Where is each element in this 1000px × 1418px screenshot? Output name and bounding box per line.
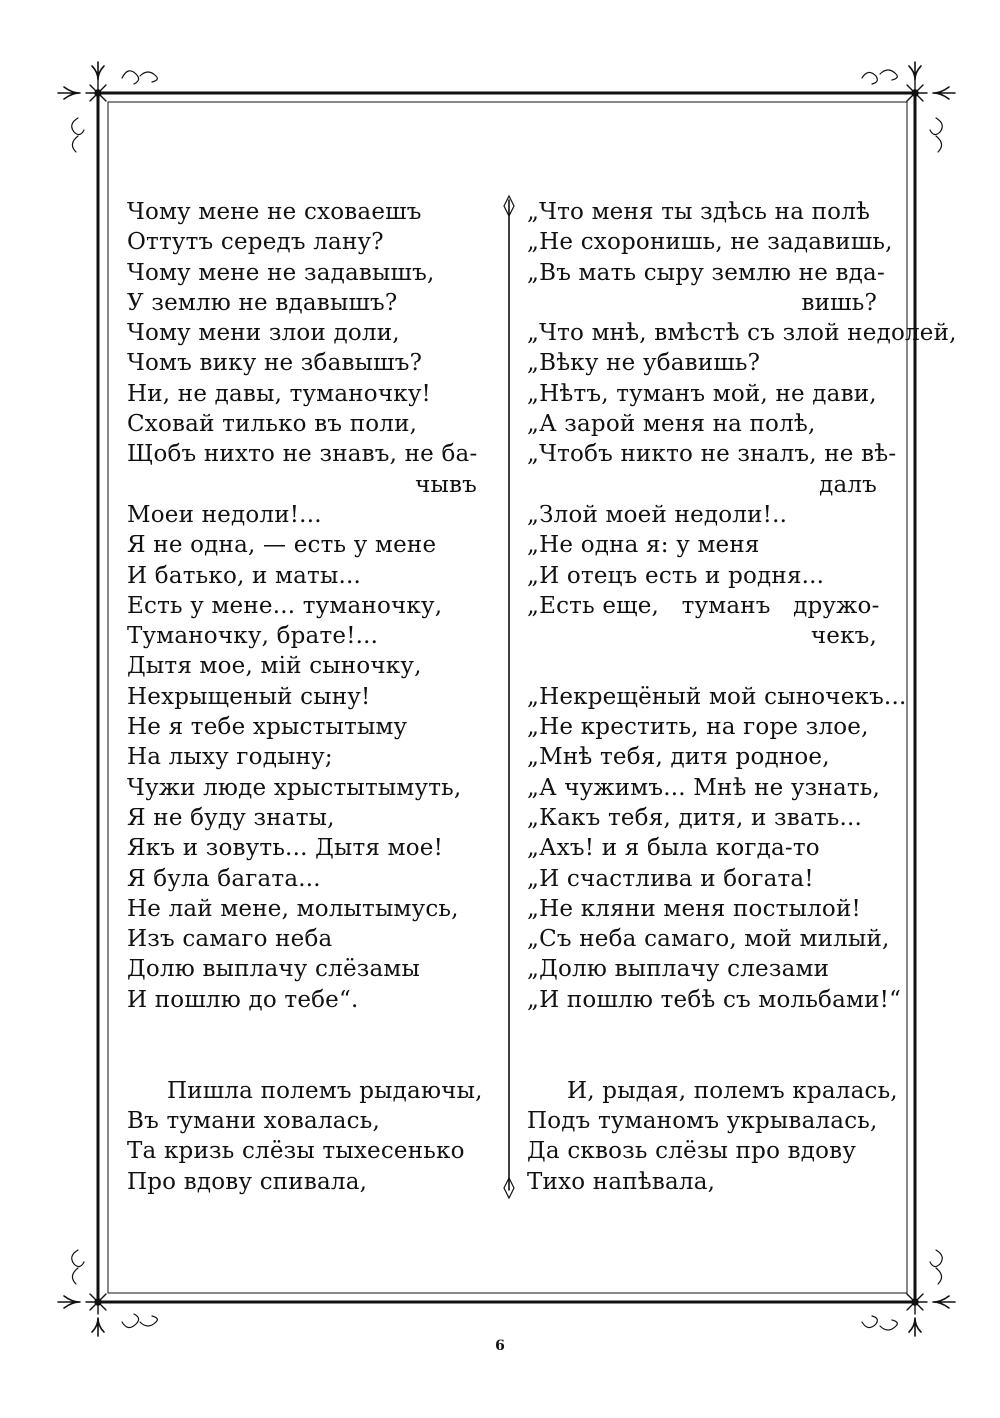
- verse-line: „А чужимъ... Мнѣ не узнать,: [527, 774, 881, 801]
- verse-line: Чому мене не сховаешъ: [127, 199, 422, 225]
- verse-line: Дытя мое, мій сыночку,: [127, 653, 422, 680]
- verse-line: Щобъ нихто не знавъ, не ба-: [127, 441, 478, 468]
- verse-line: И пошлю до тебе“.: [127, 986, 359, 1013]
- verse-line: Чому мени злои доли,: [127, 320, 400, 347]
- stanza-break: [527, 651, 902, 681]
- verse-line: „И пошлю тебѣ съ мольбами!“: [527, 986, 902, 1013]
- verse-line: „Не кляни меня постылой!: [527, 895, 861, 922]
- stanza-break: [127, 1045, 502, 1075]
- verse-line: Про вдову спивала,: [127, 1168, 368, 1195]
- verse-line: „Въ мать сыру землю не вда-: [527, 259, 885, 286]
- verse-line: „Не схоронишь, не задавишь,: [527, 229, 893, 256]
- verse-line: „Ахъ! и я была когда-то: [527, 835, 820, 862]
- verse-line: Въ тумани ховалась,: [127, 1107, 380, 1134]
- verse-line: „Некрещёный мой сыночекъ...: [527, 683, 907, 710]
- verse-line: Сховай тилько въ поли,: [127, 411, 418, 438]
- verse-line: Да сквозь слёзы про вдову: [527, 1138, 857, 1165]
- verse-line: „Какъ тебя, дитя, и звать...: [527, 804, 863, 831]
- verse-line: Тихо напѣвала,: [527, 1168, 716, 1195]
- stanza-break: [127, 1015, 502, 1045]
- right-column-russian: [527, 197, 957, 1197]
- verse-line: У землю не вдавышъ?: [127, 289, 398, 316]
- verse-line: „Мнѣ тебя, дитя родное,: [527, 744, 830, 771]
- verse-line: Чужи люде хрыстытымуть,: [127, 774, 462, 801]
- verse-line: Я була багата...: [127, 865, 321, 892]
- verse-line: Не я тебе хрыстытыму: [127, 714, 408, 741]
- verse-line: Оттутъ середъ лану?: [127, 229, 384, 256]
- verse-line: На лыху годыну;: [127, 744, 333, 771]
- verse-line: Ни, не давы, туманочку!: [127, 380, 432, 407]
- verse-line: Чому мене не задавышъ,: [127, 259, 435, 286]
- verse-line: „А зарой меня на полѣ,: [527, 411, 816, 438]
- verse-line: „Не одна я: у меня: [527, 532, 760, 559]
- stanza-break: [527, 1015, 902, 1045]
- verse-line: Та кризь слёзы тыхесенько: [127, 1138, 465, 1165]
- verse-line: „Нѣтъ, туманъ мой, не дави,: [527, 380, 877, 407]
- verse-line: Моеи недоли!...: [127, 501, 322, 528]
- verse-line: И, рыдая, полемъ кралась,: [567, 1077, 898, 1104]
- page-number: 6: [495, 1338, 505, 1354]
- stanza-break: [527, 1045, 902, 1075]
- verse-line: „Долю выплачу слезами: [527, 956, 830, 983]
- verse-line: „Вѣку не убавишь?: [527, 350, 761, 377]
- verse-line: Нехрыщеный сыну!: [127, 683, 371, 710]
- verse-line: „Злой моей недоли!..: [527, 501, 788, 528]
- left-column-ukrainian: [127, 197, 502, 1197]
- verse-line: чывъ: [415, 471, 477, 498]
- verse-line: вишь?: [801, 289, 877, 316]
- verse-line: далъ: [819, 471, 877, 498]
- verse-line: Долю выплачу слёзамы: [127, 956, 421, 983]
- verse-line: Чомъ вику не збавышъ?: [127, 350, 423, 377]
- verse-line: „Что мнѣ, вмѣстѣ съ злой недолей,: [527, 320, 957, 347]
- verse-line: Я не буду знаты,: [127, 804, 335, 831]
- verse-line: Изъ самаго неба: [127, 926, 333, 953]
- verse-line: „Съ неба самаго, мой милый,: [527, 926, 890, 953]
- verse-line: Туманочку, брате!...: [127, 623, 379, 650]
- verse-line: Пишла полемъ рыдаючы,: [167, 1077, 483, 1104]
- verse-line: И батько, и маты...: [127, 562, 362, 589]
- verse-line: „Есть еще, туманъ дружо-: [527, 592, 880, 619]
- verse-line: „Не крестить, на горе злое,: [527, 714, 869, 741]
- verse-line: Не лай мене, молытымусь,: [127, 895, 459, 922]
- verse-line: Есть у мене... туманочку,: [127, 592, 443, 619]
- verse-line: Якъ и зовуть... Дытя мое!: [127, 835, 444, 862]
- verse-line: „И счастлива и богата!: [527, 865, 814, 892]
- verse-line: „Чтобъ никто не зналъ, не вѣ-: [527, 441, 897, 468]
- verse-line: „И отецъ есть и родня...: [527, 562, 825, 589]
- verse-line: „Что меня ты здѣсь на полѣ: [527, 199, 871, 225]
- verse-line: Подъ туманомъ укрывалась,: [527, 1107, 878, 1134]
- verse-line: чекъ,: [810, 623, 877, 650]
- verse-line: Я не одна, — есть у мене: [127, 532, 437, 559]
